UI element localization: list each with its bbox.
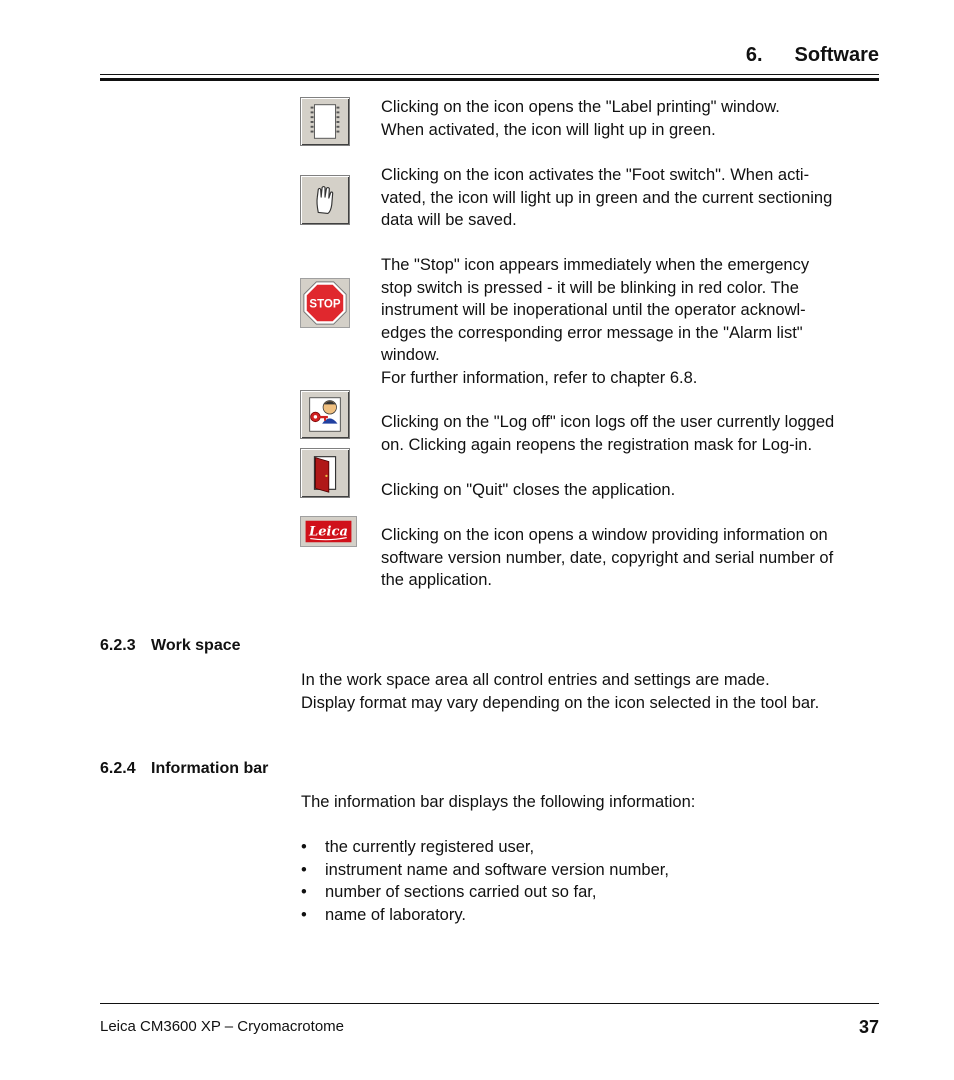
footer-rule	[100, 1003, 879, 1004]
text-line: Clicking on "Quit" closes the application.	[381, 481, 676, 499]
section-number: 6.2.3	[100, 637, 136, 654]
bullet: •	[301, 860, 307, 879]
section-number: 6.2.4	[100, 760, 136, 777]
bullet: •	[301, 838, 307, 856]
chapter-number: 6.	[745, 44, 763, 66]
section-title: Work space	[151, 637, 241, 654]
list-item-text: number of sections carried out so far,	[325, 883, 597, 902]
text-line: software version number, date, copyright and serial number of	[381, 548, 834, 567]
list-item	[301, 836, 669, 859]
stop-icon	[300, 278, 350, 328]
work-space-description	[301, 669, 819, 714]
text-line: The "Stop" icon appears immediately when the emergency	[381, 256, 810, 274]
text-line: the application.	[381, 571, 492, 590]
text-line: data will be saved.	[381, 211, 517, 230]
text-line: Clicking on the icon activates the "Foot switch". When acti-	[381, 166, 810, 184]
log-off-description	[381, 411, 834, 456]
header-rule-thin	[100, 74, 879, 75]
text-line: edges the corresponding error message in the "Alarm list"	[381, 323, 803, 342]
text-line: For further information, refer to chapter 6.8.	[381, 368, 698, 387]
text-line: on. Clicking again reopens the registration mask for Log-in.	[381, 435, 813, 454]
quit-icon	[300, 448, 350, 498]
section-heading-information-bar	[100, 760, 268, 778]
list-item-text: instrument name and software version number,	[325, 860, 669, 879]
list-item-text: name of laboratory.	[325, 905, 466, 924]
list-item	[301, 859, 669, 882]
text-line: Clicking on the "Log off" icon logs off the user currently logged	[381, 413, 835, 431]
list-item-text: the currently registered user,	[325, 838, 535, 856]
text-line: stop switch is pressed - it will be blinking in red color. The	[381, 278, 799, 297]
leica-logo-description	[381, 524, 833, 592]
label-printing-description	[381, 96, 780, 141]
text-line: Clicking on the icon opens a window providing information on	[381, 526, 828, 544]
bullet: •	[301, 883, 307, 902]
stop-description	[381, 254, 809, 390]
quit-description	[381, 479, 675, 502]
footer-text: Leica CM3600 XP – Cryomacrotome	[100, 1018, 344, 1035]
list-item	[301, 881, 669, 904]
foot-switch-icon	[300, 175, 350, 225]
text-line: instrument will be inoperational until the operator acknowl-	[381, 301, 806, 320]
text-line: Display format may vary depending on the icon selected in the tool bar.	[301, 693, 820, 712]
text-line: vated, the icon will light up in green and the current sectioning	[381, 188, 833, 207]
list-item	[301, 904, 669, 927]
bullet: •	[301, 905, 307, 924]
information-bar-list	[301, 836, 669, 926]
chapter-title: Software	[794, 44, 879, 66]
foot-switch-description	[381, 164, 832, 232]
page-number: 37	[858, 1017, 879, 1037]
section-heading-work-space	[100, 637, 241, 655]
leica-logo-text: Leica	[309, 524, 348, 540]
text-line: Clicking on the icon opens the "Label printing" window.	[381, 98, 780, 116]
chapter-header	[100, 44, 879, 67]
leica-logo-icon	[300, 516, 357, 547]
text-line: window.	[381, 346, 440, 365]
section-title: Information bar	[151, 760, 269, 777]
stop-icon-label: STOP	[309, 298, 341, 311]
header-rule-thick	[100, 78, 879, 81]
information-bar-intro: The information bar displays the following information:	[301, 793, 696, 811]
text-line: When activated, the icon will light up in green.	[381, 120, 716, 139]
label-printing-icon	[300, 97, 350, 146]
text-line: In the work space area all control entries and settings are made.	[301, 671, 770, 689]
log-off-icon	[300, 390, 350, 439]
